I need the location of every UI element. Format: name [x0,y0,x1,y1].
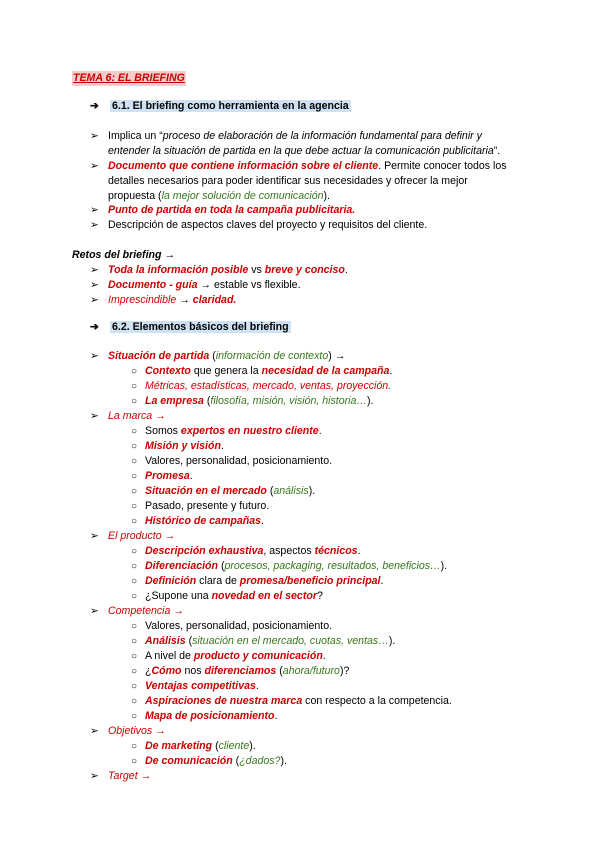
item-text: ¿Supone una [145,590,212,602]
item-emphasis: promesa/beneficio principal [239,575,381,587]
item-text: nos [181,665,205,677]
item-text: Somos [145,425,181,437]
list-item [90,349,345,364]
retos-heading: Retos del briefing → [72,249,176,261]
item-text: ). [280,755,287,767]
item-text: Pasado, presente y futuro. [145,500,270,512]
section-heading-6-2 [90,320,291,335]
item-text: . [318,425,322,437]
item-emphasis: Toda la información posible [108,264,249,276]
list-item [90,263,348,278]
arrow-bullet-icon: ➔ [90,100,99,112]
item-text: ( [218,560,225,572]
item-emphasis: Situación en el mercado [145,485,267,497]
chevron-bullet-icon: ➢ [90,605,99,617]
circle-bullet-icon: ○ [131,696,138,707]
item-emphasis: claridad. [192,294,237,306]
circle-bullet-icon: ○ [131,426,138,437]
circle-bullet-icon: ○ [131,651,138,662]
list-item [90,409,166,424]
item-emphasis: Documento que contiene información sobre el cliente [108,160,379,172]
chevron-bullet-icon: ➢ [90,219,99,231]
item-emphasis: diferenciamos [204,665,277,677]
chevron-bullet-icon: ➢ [90,264,99,276]
item-emphasis: Cómo [151,665,182,677]
item-emphasis: Misión y visión [145,440,221,452]
sub-list-item [131,364,392,379]
circle-bullet-icon: ○ [131,711,138,722]
item-emphasis: Ventajas competitivas [145,680,256,692]
item-emphasis: De marketing [145,740,213,752]
sub-list-item [131,709,277,724]
item-text: ¿ [145,665,152,677]
item-text: . [255,680,259,692]
item-text: ) → [328,350,346,362]
section-heading-6-1 [90,99,351,114]
item-text: Valores, personalidad, posicionamiento. [145,455,333,467]
item-text: ). [249,740,256,752]
sub-list-item [131,754,287,769]
sub-list-item [131,514,264,529]
item-text: . [357,545,361,557]
item-emphasis: Análisis [145,635,186,647]
sub-list-item [131,559,447,574]
item-text: A nivel de [145,650,194,662]
item-text: ( [266,485,274,497]
list-item [90,724,166,739]
item-emphasis: Contexto [145,365,191,377]
circle-bullet-icon: ○ [131,576,138,587]
item-red-italic: Imprescindible [108,294,177,306]
circle-bullet-icon: ○ [131,591,138,602]
circle-bullet-icon: ○ [131,381,138,392]
sub-list-item [131,424,322,439]
item-text: , aspectos [263,545,315,557]
list-item [90,278,301,293]
item-text: ( [212,740,219,752]
sub-list-item [131,574,383,589]
item-green-text: ¿dados? [239,755,281,767]
chevron-bullet-icon: ➢ [90,130,99,142]
item-text: ). [367,395,374,407]
item-green-text: análisis [273,485,309,497]
item-text: vs [248,264,265,276]
item-text: con respecto a la competencia. [302,695,452,707]
sub-list-item [131,439,224,454]
item-emphasis: breve y conciso [264,264,345,276]
item-text: ? [316,590,323,602]
item-red-italic: Competencia → [108,605,184,617]
item-text: clara de [196,575,240,587]
item-emphasis: Situación de partida [108,350,210,362]
circle-bullet-icon: ○ [131,681,138,692]
circle-bullet-icon: ○ [131,621,138,632]
item-text: )? [339,665,350,677]
sub-list-item [131,694,452,709]
section-label: 6.1. El briefing como herramienta en la agencia [112,100,349,112]
chevron-bullet-icon: ➢ [90,770,99,782]
item-green-text: filosofía, misión, visión, historia… [210,395,367,407]
chevron-bullet-icon: ➢ [90,725,99,737]
item-text: . [389,365,393,377]
item-emphasis: novedad en el sector [211,590,317,602]
item-text: ( [232,755,240,767]
item-text: ( [276,665,283,677]
item-text: que genera la [190,365,262,377]
item-green-text: situación en el mercado, cuotas, ventas… [192,635,389,647]
item-emphasis: producto y comunicación [193,650,323,662]
item-text: ). [388,635,396,647]
item-emphasis: Documento - guía [108,279,198,291]
item-text: . [380,575,384,587]
item-text: . [274,710,278,722]
circle-bullet-icon: ○ [131,456,138,467]
item-emphasis: Histórico de campañas [145,515,261,527]
chevron-bullet-icon: ➢ [90,279,99,291]
item-text: ( [203,395,211,407]
sub-list-item [131,589,323,604]
item-green-text: cliente [218,740,250,752]
item-red-italic: Target → [108,770,152,782]
circle-bullet-icon: ○ [131,396,138,407]
item-red-italic: Métricas, estadísticas, mercado, ventas, proyección. [145,380,392,392]
list-item [90,159,510,204]
item-emphasis: necesidad de la campaña [261,365,390,377]
item-green-text: ahora/futuro [282,665,340,677]
chevron-bullet-icon: ➢ [90,350,99,362]
item-text: . [220,440,224,452]
item-red-italic: La marca → [108,410,166,422]
list-item [90,769,151,784]
section-label: 6.2. Elementos básicos del briefing [112,321,289,333]
circle-bullet-icon: ○ [131,546,138,557]
item-green-text: procesos, packaging, resultados, beneficios… [224,560,441,572]
circle-bullet-icon: ○ [131,756,138,767]
circle-bullet-icon: ○ [131,636,138,647]
sub-list-item [131,499,269,514]
sub-list-item [131,739,256,754]
item-text: ). [308,485,316,497]
item-text: → [176,294,193,306]
sub-list-item [131,394,373,409]
circle-bullet-icon: ○ [131,366,138,377]
item-text: Implica un “ [108,130,163,142]
sub-list-item [131,634,395,649]
list-item [90,293,236,308]
item-text: → estable vs flexible. [197,279,301,291]
list-item [90,529,175,544]
chevron-bullet-icon: ➢ [90,160,99,172]
circle-bullet-icon: ○ [131,486,138,497]
item-emphasis: Mapa de posicionamiento [145,710,275,722]
item-emphasis: técnicos [314,545,358,557]
circle-bullet-icon: ○ [131,471,138,482]
item-text: . [260,515,264,527]
item-text: Valores, personalidad, posicionamiento. [145,620,333,632]
item-italic-text: proceso de elaboración de la información fundamental para definir y entender la situación de partida en la que debe actuar la comunicación publicitaria [108,130,494,157]
chevron-bullet-icon: ➢ [90,294,99,306]
list-item [90,604,184,619]
item-emphasis: Definición [145,575,197,587]
circle-bullet-icon: ○ [131,501,138,512]
circle-bullet-icon: ○ [131,441,138,452]
item-text: Descripción de aspectos claves del proyecto y requisitos del cliente. [108,219,428,231]
item-green-text: la mejor solución de comunicación [161,190,324,202]
item-emphasis: Promesa [145,470,190,482]
item-emphasis: Aspiraciones de nuestra marca [145,695,303,707]
sub-list-item [131,454,332,469]
circle-bullet-icon: ○ [131,741,138,752]
item-text: . [189,470,193,482]
item-text: . Permite conocer todos los detalles necesarios para poder identificar sus necesidades y ofrecer la mejor propuesta ( [108,160,507,202]
list-item [90,129,510,159]
item-red-italic: El producto → [108,530,176,542]
item-text: ). [323,190,331,202]
list-item [90,218,427,233]
item-emphasis: expertos en nuestro cliente [180,425,319,437]
item-text: . [344,264,348,276]
item-emphasis: Punto de partida en toda la campaña publicitaria. [108,204,356,216]
arrow-bullet-icon: ➔ [90,321,99,333]
circle-bullet-icon: ○ [131,561,138,572]
sub-list-item [131,649,326,664]
list-item [90,203,355,218]
item-text: ( [209,350,216,362]
item-red-italic: Objetivos → [108,725,166,737]
chevron-bullet-icon: ➢ [90,530,99,542]
document-title: TEMA 6: EL BRIEFING [73,72,185,84]
item-text: ). [440,560,448,572]
chevron-bullet-icon: ➢ [90,410,99,422]
item-emphasis: De comunicación [145,755,233,767]
sub-list-item [131,619,332,634]
sub-list-item [131,469,193,484]
item-emphasis: La empresa [145,395,204,407]
item-text: . [322,650,326,662]
item-green-text: información de contexto [215,350,329,362]
sub-list-item [131,379,391,394]
item-emphasis: Descripción exhaustiva [145,545,264,557]
circle-bullet-icon: ○ [131,516,138,527]
chevron-bullet-icon: ➢ [90,204,99,216]
sub-list-item [131,484,315,499]
item-text: ( [185,635,193,647]
sub-list-item [131,679,259,694]
item-text: ”. [493,145,501,157]
sub-list-item [131,544,361,559]
sub-list-item [131,664,349,679]
circle-bullet-icon: ○ [131,666,138,677]
item-emphasis: Diferenciación [145,560,219,572]
